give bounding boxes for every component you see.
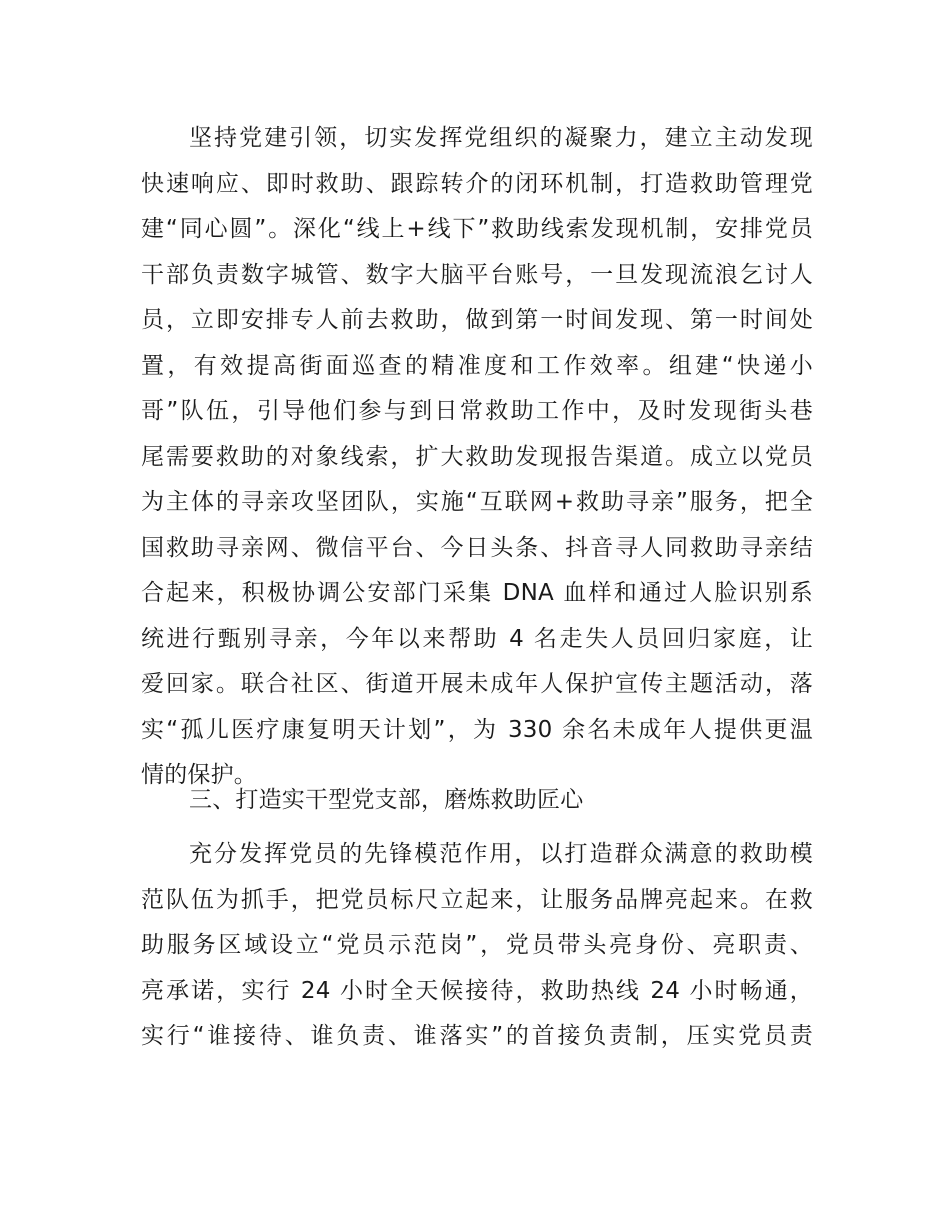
paragraph-line: 合起来，积极协调公安部门采集 DNA 血样和通过人脸识别系 [141, 580, 813, 606]
paragraph-line: 范队伍为抓手，把党员标尺立起来，让服务品牌亮起来。在救 [141, 886, 813, 913]
paragraph-line: 爱回家。联合社区、街道开展未成年人保护宣传主题活动，落 [141, 671, 813, 697]
paragraph-line: 干部负责数字城管、数字大脑平台账号，一旦发现流浪乞讨人 [141, 261, 813, 288]
paragraph-line: 置，有效提高街面巡查的精准度和工作效率。组建“快递小 [141, 352, 813, 379]
paragraph-line: 快速响应、即时救助、跟踪转介的闭环机制，打造救助管理党 [141, 170, 813, 197]
paragraph-line: 助服务区域设立“党员示范岗”，党员带头亮身份、亮职责、 [141, 932, 813, 958]
paragraph-line: 坚持党建引领，切实发挥党组织的凝聚力，建立主动发现 [189, 125, 813, 151]
paragraph-line: 建“同心圆”。深化“线上+线下”救助线索发现机制，安排党员 [141, 216, 813, 242]
section-heading [141, 778, 813, 824]
paragraph-line: 实行“谁接待、谁负责、谁落实”的首接负责制，压实党员责 [141, 1023, 813, 1049]
paragraph-line: 亮承诺，实行 24 小时全天候接待，救助热线 24 小时畅通， [141, 977, 813, 1004]
section-heading-text: 三、打造实干型党支部，磨炼救助匠心 [189, 787, 584, 813]
paragraph-line: 统进行甄别寻亲，今年以来帮助 4 名走失人员回归家庭，让 [141, 625, 813, 652]
paragraph-line: 为主体的寻亲攻坚团队，实施“互联网+救助寻亲”服务，把全 [141, 489, 813, 515]
paragraph-closed-loop-mechanism [141, 116, 813, 799]
paragraph-line: 充分发挥党员的先锋模范作用，以打造群众满意的救助模 [189, 841, 813, 867]
paragraph-line: 哥”队伍，引导他们参与到日常救助工作中，及时发现街头巷 [141, 398, 813, 424]
paragraph-party-member-vanguard [141, 832, 813, 1060]
paragraph-line: 尾需要救助的对象线索，扩大救助发现报告渠道。成立以党员 [141, 443, 813, 470]
paragraph-line: 情的保护。 [141, 762, 257, 788]
paragraph-line: 员，立即安排专人前去救助，做到第一时间发现、第一时间处 [141, 307, 813, 333]
paragraph-line: 实“孤儿医疗康复明天计划”，为 330 余名未成年人提供更温 [141, 716, 813, 743]
paragraph-line: 国救助寻亲网、微信平台、今日头条、抖音寻人同救助寻亲结 [141, 534, 813, 561]
